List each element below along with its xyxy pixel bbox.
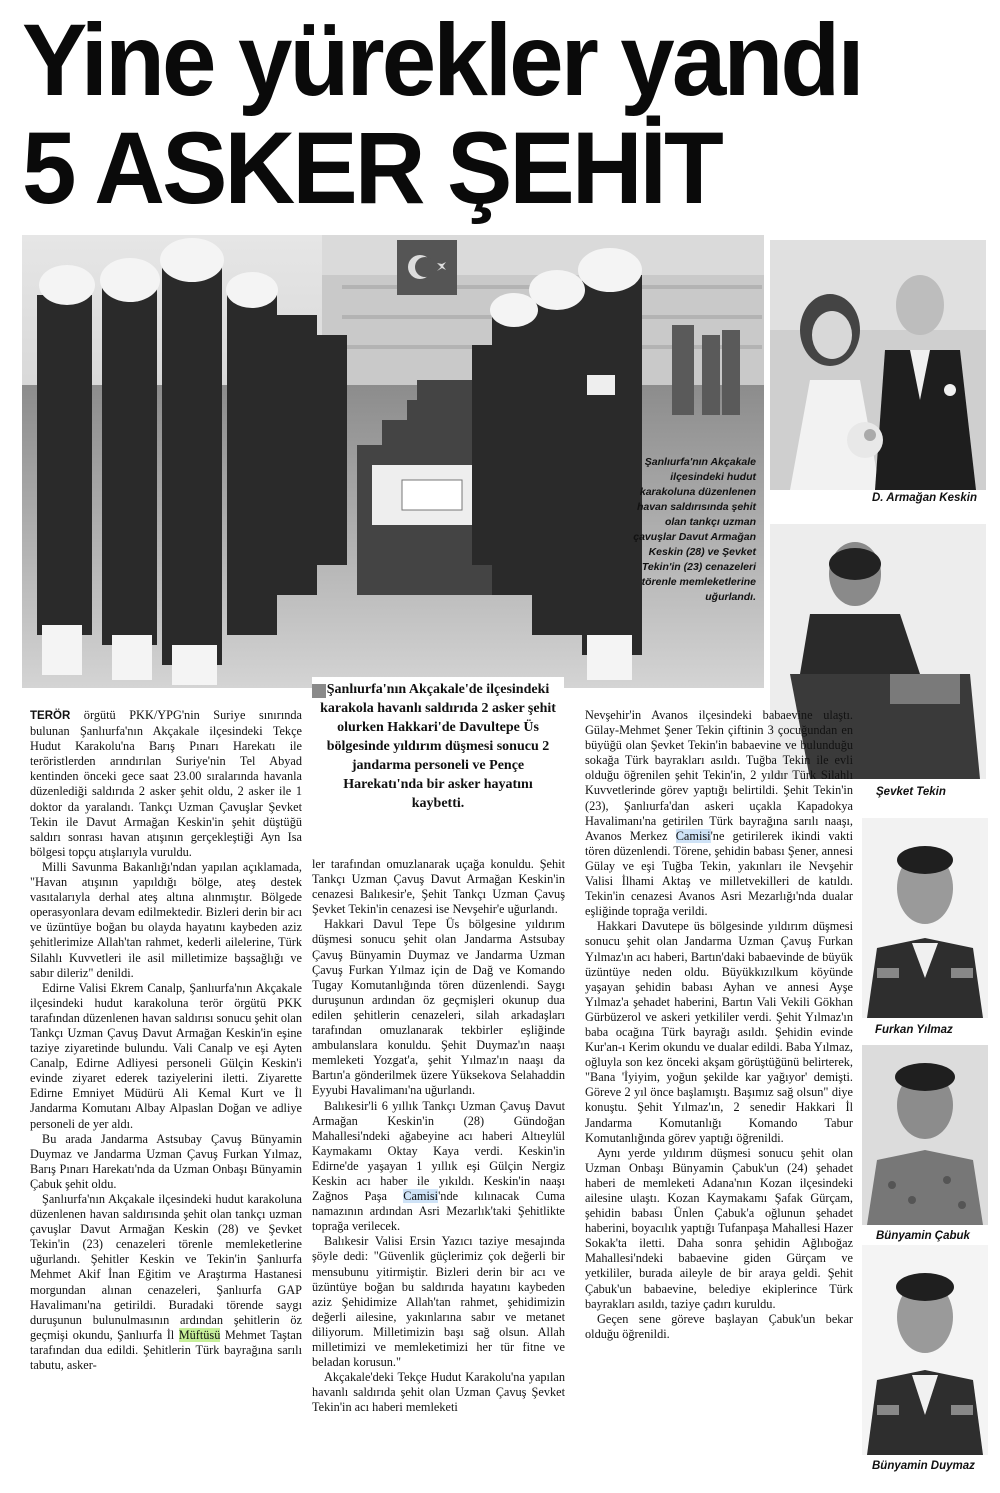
bunyamin-cabuk-photo: [862, 1045, 988, 1225]
article-paragraph: Geçen sene göreve başlayan Çabuk'un bekar olduğu öğrenildi.: [585, 1311, 853, 1341]
summary-box: [312, 677, 564, 837]
article-paragraph: Milli Savunma Bakanlığı'ndan yapılan açıklamada, "Havan atışının yapıldığı bölge, ateş destek vasıtalarıyla derhal ateş altına alınmıştır. Bölgede operasyonlara devam edilmektedir. Bizleri derin bir acı ve üzüntüye boğan bu olayda hayatını kaybeden aziz şehitlerimize Allah'tan rahmet, kederli ailelerine, Türk Silahlı Kuvvetleri ile asil milletimize başsağlığı ve sabır dileriz" denildi.: [30, 859, 302, 980]
article-paragraph: Balıkesir'li 6 yıllık Tankçı Uzman Çavuş Davut Armağan Keskin'in (28) Gündoğan Mahallesi'ndeki ağabeyine acı haberi Altıeylül Kaymakamı Oktay Kaya verdi. Keskin'in Edirne'de yaşayan 1 yıllık eşi Gülçin Nergiz Keskin acı haber ile yıkıldı. Keskin'in naaşı Zağnos Paşa Camisi'nde kılınacak Cuma namazının ardından Asri Mezarlık'taki Şehitlikte toprağa verilecek.: [312, 1098, 566, 1234]
article-paragraph: Akçakale'deki Tekçe Hudut Karakolu'na yapılan havanlı saldırıda şehit olan Uzman Çavuş Şevket Tekin'in acı haberi memleketi: [312, 1370, 565, 1415]
headline-line-2: 5 ASKER ŞEHİT: [22, 111, 721, 225]
wedding-photo: [770, 240, 986, 490]
caption-sevket-tekin: Şevket Tekin: [876, 786, 946, 798]
article-paragraph: Hakkari Davutepe üs bölgesinde yıldırım düşmesi sonucu şehit olan Jandarma Uzman Çavuş Furkan Yılmaz'ın acı haberi, Bartın'daki babaevinde de büyük üzüntüye neden oldu. Büyükkızılkum köyünde yaşayan şehidin babası Ayhan ve annesi Ayşe Yılmaz'a şehadet haberini, Bartın Vali Vekili Gökhan Gürbüzerol ve askeri yetkililer verdi. Şehit Yılmaz'ın baba ocağına Türk bayrağı asıldı. Şehidin evinde Kur'an-ı Kerim okundu ve dualar edildi. Baba Yılmaz, oğluyla son kez önceki akşam görüştüğünü belirterek, "Bana 'İyiyim, yoğun şekilde kar yağıyor' demişti. Göreve 2 yıl önce başlamıştı. Başımız sağ olsun" diye konuştu. Şehit Yılmaz'ın, 2 senedir Hakkari İl Jandarma Komutanlığı Komando Tabur Komutanlığında görev yaptığı öğrenildi.: [585, 919, 853, 1145]
article-kicker: TERÖR: [30, 710, 71, 722]
article-column-1: [30, 708, 302, 1488]
article-paragraph: ler tarafından omuzlanarak uçağa konuldu. Şehit Tankçı Uzman Çavuş Davut Armağan Keskin'in cenazesi Balıkesir'e, Şehit Tankçı Uzman Çavuş Şevket Tekin'in cenazesi ise Nevşehir'e uğurlandı.: [312, 857, 565, 917]
highlight-camisi: Camisi: [675, 828, 711, 843]
article-paragraph: Şanlıurfa'nın Akçakale ilçesindeki hudut karakoluna düzenlenen havan saldırısında şehit olan tankçı uzman çavuşlar Davut Armağan Keskin (28) ve Şevket Tekin'in (23) cenazeleri törenle memleketlerine uğurlandı. Şehitler Keskin ve Tekin'in Şanlıurfa Mehmet Akif İnan Eğitim ve Araştırma Hastanesi morgundan alınan cenazeleri, Şanlıurfa GAP Havalimanı'na getirildi. Buradaki törende saygı duruşunun bulunulmasının ardından şehitlerin öz geçmişi okundu, Şanlıurfa İl Müftüsü Mehmet Taştan tarafından dua edildi. Şehitlerin Türk bayrağına sarılı tabutu, asker-: [30, 1192, 302, 1373]
caption-bunyamin-duymaz: Bünyamin Duymaz: [872, 1460, 975, 1472]
article-paragraph: Bu arada Jandarma Astsubay Çavuş Bünyamin Duymaz ve Jandarma Uzman Çavuş Furkan Yılmaz, Barış Pınarı Harekatı'nda da Uzman Onbaşı Bünyamin Çabuk şehit oldu.: [30, 1131, 302, 1191]
article-paragraph: Nevşehir'in Avanos ilçesindeki babaevine ulaştı. Gülay-Mehmet Şener Tekin çiftinin 3 çocuğundan en büyüğü olan Şevket Tekin'in babaevine ve bulunduğu sokağa Türk bayrakları asıldı. Tuğba Tekin ile evli olduğu öğrenilen şehit Tekin'in, 2 yıldır Türk Silahlı Kuvvetlerinde görev yaptığı belirtildi. Şehit Tekin'in (23), Şanlıurfa'dan askeri uçakla Kapadokya Havalimanı'na getirilen Türk bayrağına sarılı naaşı, Avanos Merkez Camisi'ne getirilerek ikindi vakti tören düzenlendi. Törene, şehidin babası Şener, annesi Gülay ve eşi Tuğba Tekin, yakınları ile Nevşehir Valisi İlhami Aktaş ve milletvekilleri de katıldı. Tekin'in cenazesi Avanos Asri Mezarlığı'nda dualar eşliğinde toprağa verildi.: [585, 708, 853, 919]
caption-armagan-keskin: D. Armağan Keskin: [872, 492, 978, 504]
caption-furkan-yilmaz: Furkan Yılmaz: [875, 1024, 953, 1036]
article-paragraph: Balıkesir Valisi Ersin Yazıcı taziye mesajında şöyle dedi: "Güvenlik güçlerimiz çok değerli bir mensubunu yitirmiştir. Bizleri derin bir acı ve üzüntüye boğan bu saldırıda hayatını kaybeden aziz Şehidimize Allah'tan rahmet, şehidimizin değerli ailesine, yakınlarına sabır ve metanet diliyorum. Milletimizin başı sağ olsun. Allah milletimizi ve memleketimizi her tür fitne ve beladan korusun.": [312, 1234, 565, 1370]
article-paragraph: Hakkari Davul Tepe Üs bölgesine yıldırım düşmesi sonucu şehit olan Jandarma Astsubay Çavuş Bünyamin Duymaz ve Jandarma Uzman Çavuş Furkan Yılmaz için de Dağ ve Komando Tugay Komutanlığında tören düzenlendi. Saygı duruşunun ardından öz geçmişleri okunup dua edilen şehitlerin cenazeleri, silah arkadaşları tarafından omuzlanarak tekbirler eşliğinde ambulanslara konuldu. Şehit Duymaz'ın naaşı memleketi Yozgat'a, şehit Yılmaz'ın naaşı da Bartın'a gönderilmek üzere Yüksekova Selahaddin Eyyubi Havalimanı'na uğurlandı.: [312, 917, 565, 1098]
article-column-3: [585, 708, 853, 1488]
headline: [22, 3, 944, 225]
article-paragraph: Edirne Valisi Ekrem Canalp, Şanlıurfa'nın Akçakale ilçesindeki hudut karakoluna terör örgütü PKK tarafından düzenlenen havan saldırısı sonucu şehit olan Tankçı Uzman Çavuş Davut Armağan Keskin'in eşine taziye ziyaretinde bulundu. Vali Canalp ve eşi Ayten Canalp, Edirne Adliyesi personeli Gülçin Keskin'i evinde ziyaret ederek taziyelerini iletti. Ziyarette Edirne Emniyet Müdürü Ali Kemal Kurt ve İl Jandarma Komutanı Albay Alpaslan Doğan ve adliye personeli de yer aldı.: [30, 980, 302, 1131]
bunyamin-duymaz-photo: [862, 1245, 988, 1455]
furkan-yilmaz-photo: [862, 818, 988, 1018]
headline-line-1: Yine yürekler yandı: [22, 3, 862, 117]
highlight-camisi: Camisi: [403, 1189, 439, 1204]
article-paragraph: Aynı yerde yıldırım düşmesi sonucu şehit olan Uzman Onbaşı Bünyamin Çabuk'un (24) şehadet haberi de memleketi Adana'nın Kozan ilçesindeki ailesine ulaştı. Kozan Kaymakamı Şafak Gürçam, şehidin babası Ünlen Çabuk'a oğlunun şehadet haberini, boyacılık yaptığı Tufanpaşa Mahallesi Hazer Sokak'ta iletti. Daha sonra şehidin Ağlıboğaz Mahallesi'ndeki babaevine giden Gürçam ve yetkililer, burada aileyle de bir araya geldi. Şehit Çabuk'un babaevine, belediye ekiplerince Türk bayrakları asıldı, taziye çadırı kuruldu.: [585, 1145, 853, 1311]
article-column-2: [312, 857, 565, 1487]
article-paragraph: TERÖR örgütü PKK/YPG'nin Suriye sınırında bulunan Şanlıurfa'nın Akçakale ilçesindeki Tekçe Hudut Karakolu'na Barış Pınarı Harekatı ile teröristlerden arındırılan Suriye'nin Tel Abyad kentinden önceki gece saat 23.00 sıralarında havanla düzenlediği saldırıda 2 asker şehit oldu, 2 asker ile 1 doktor da yaralandı. Tankçı Uzman Çavuşlar Şevket Tekin ile Davut Armağan Keskin'in şehit düştüğü saldırı sonrası havan atışının gerçekleştiği Ayn Isa bölgesi topçu atışlarıyla vuruldu.: [30, 708, 302, 859]
highlight-muftusu: Müftüsü: [178, 1327, 221, 1342]
caption-bunyamin-cabuk: Bünyamin Çabuk: [876, 1230, 970, 1242]
summary-marker: [312, 684, 326, 698]
summary-text: Şanlıurfa'nın Akçakale'de ilçesindeki karakola havanlı saldırıda 2 asker şehit olurken Hakkari'de Davultepe Üs bölgesinde yıldırım düşmesi sonucu 2 jandarma personeli ve Pençe Harekatı'nda bir asker hayatını kaybetti.: [320, 682, 556, 811]
photo-caption: Şanlıurfa'nın Akçakale ilçesindeki hudut karakoluna düzenlenen havan saldırısında şehit olan tankçı uzman çavuşlar Davut Armağan Keskin (28) ve Şevket Tekin'in (23) cenazeleri törenle memleketlerine uğurlandı.: [633, 456, 756, 603]
